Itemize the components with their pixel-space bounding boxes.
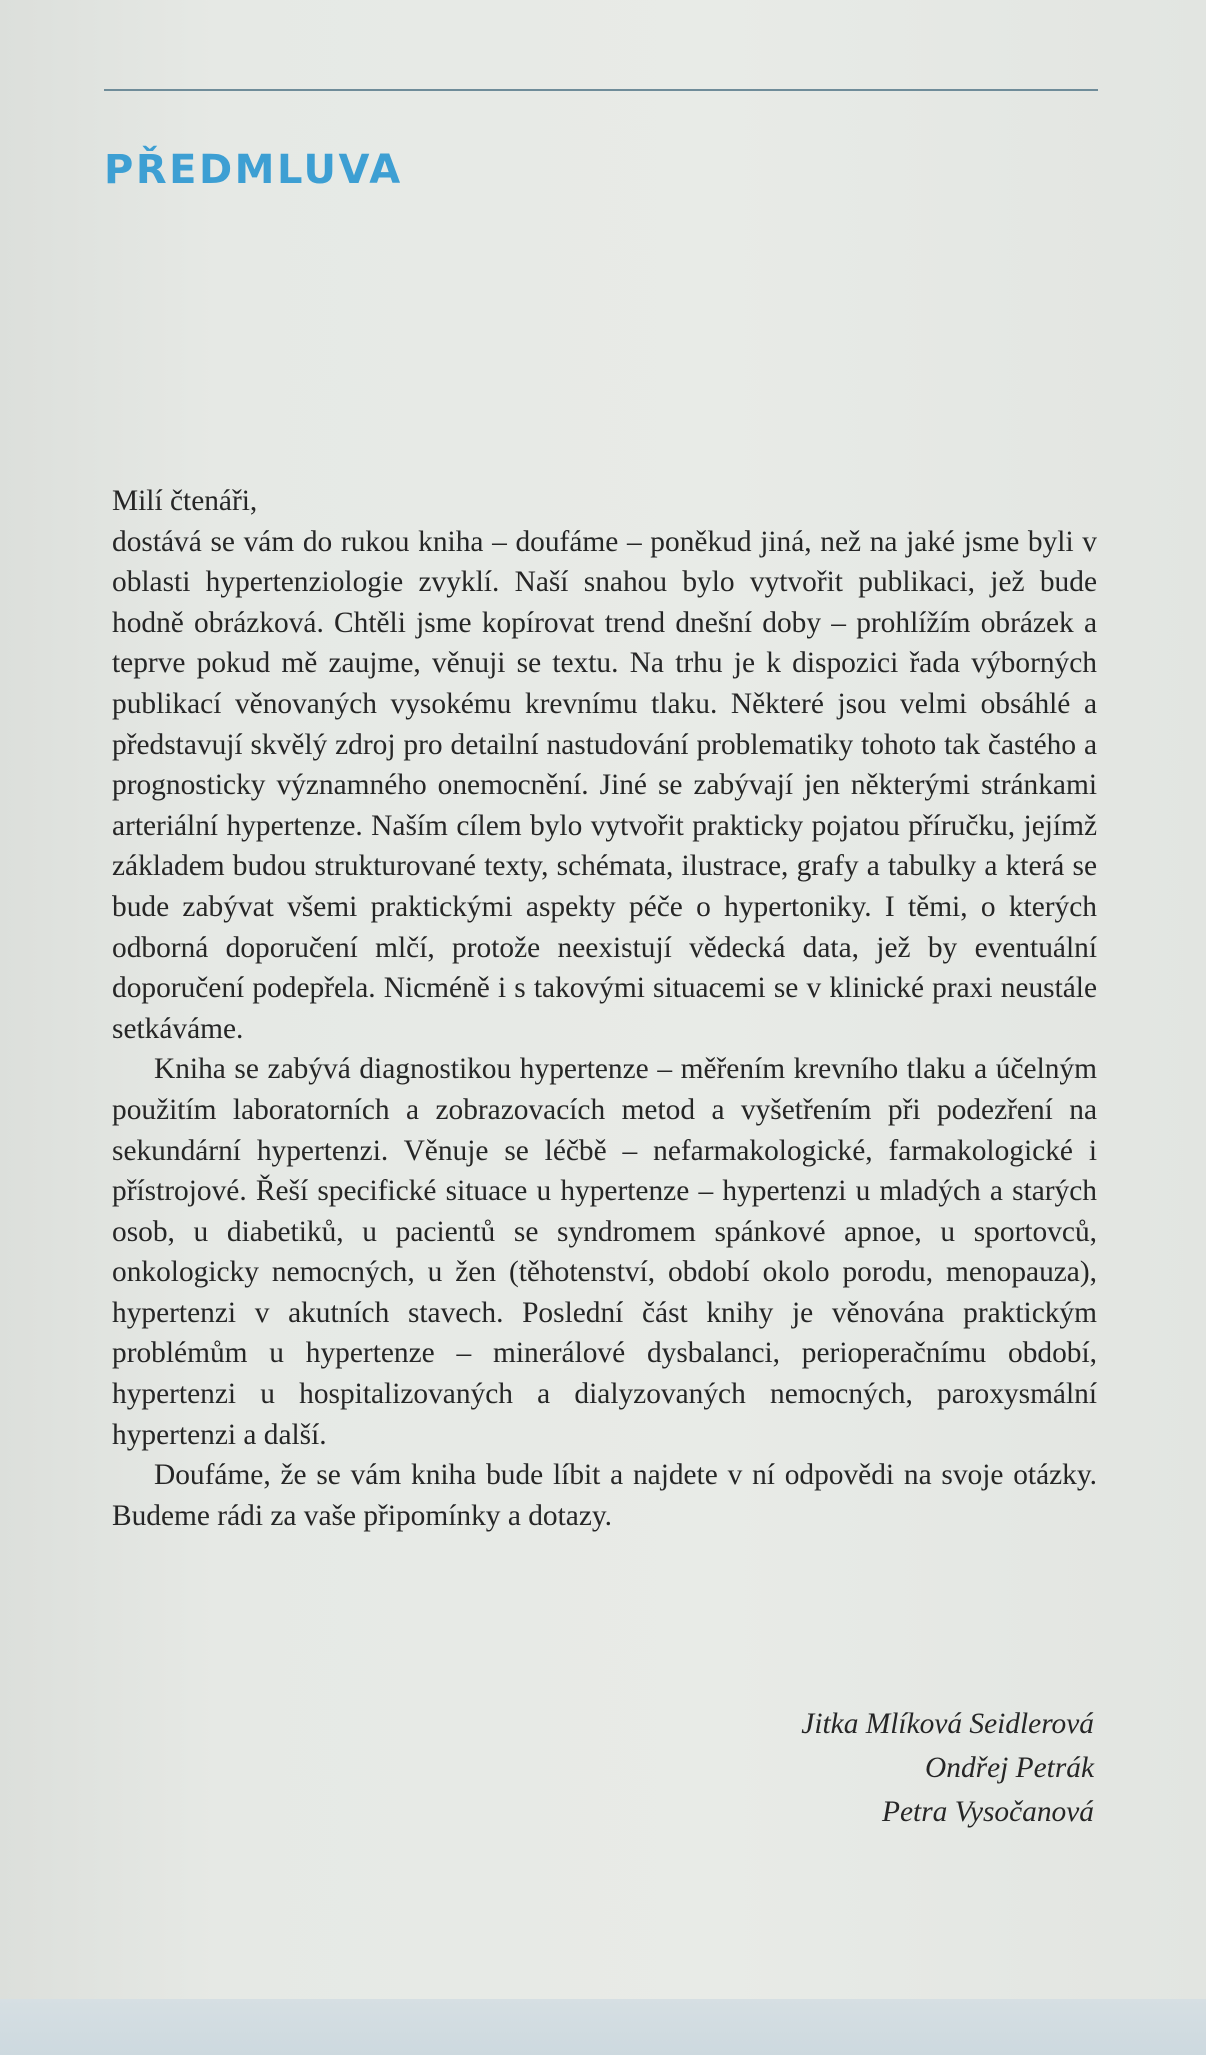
author-name: Petra Vysočanová [882, 1796, 1094, 1828]
paragraph-2: Kniha se zabývá diagnostikou hypertenze – měřením krevního tlaku a účelným použitím laboratorních a zobrazovacích metod a vyšetřením při podezření na sekundární hypertenzi. Věnuje se léčbě – nefarmakologické, farmakologické i přístrojové. Řeší specifické situace u hypertenze – hypertenzi u mladých a starých osob, u diabetiků, u pacientů se syndromem spánkové apnoe, u sportovců, onkologicky nemocných, u žen (těhotenství, období okolo porodu, menopauza), hypertenzi v akutních stavech. Poslední část knihy je věnována praktickým problémům u hypertenze – minerálové dysbalanci, perioperačnímu období, hypertenzi u hospitalizovaných a dialyzovaných nemocných, paroxysmální hypertenzi a další. [112, 1053, 1097, 1451]
page-bottom-band [0, 1999, 1206, 2055]
paragraph-1: dostává se vám do rukou kniha – doufáme – poněkud jiná, než na jaké jsme byli v oblasti hypertenziologie zvyklí. Naší snahou bylo vytvořit publikaci, jež bude hodně obrázková. Chtěli jsme kopírovat trend dnešní doby – prohlížím obrázek a teprve pokud mě zaujme, věnuji se textu. Na trhu je k dispozici řada výborných publikací věnovaných vysokému krevnímu tlaku. Některé jsou velmi obsáhlé a představují skvělý zdroj pro detailní nastudování problematiky tohoto tak častého a prognosticky významného onemocnění. Jiné se zabývají jen některými stránkami arteriální hypertenze. Naším cílem bylo vytvořit prakticky pojatou příručku, jejímž základem budou strukturované texty, schémata, ilustrace, grafy a tabulky a která se bude zabývat všemi praktickými aspekty péče o hypertoniky. I těmi, o kterých odborná doporučení mlčí, protože neexistují vědecká data, jež by eventuální doporučení podepřela. Nicméně i s takovými situacemi se v klinické praxi neustále setkáváme. [112, 525, 1097, 1045]
author-name: Jitka Mlíková Seidlerová [801, 1708, 1094, 1740]
paragraph-3: Doufáme, že se vám kniha bude líbit a najdete v ní odpovědi na svoje otázky. Budeme rádi za vaše připomínky a dotazy. [112, 1459, 1097, 1532]
preface-body [112, 481, 1097, 1536]
greeting: Milí čtenáři, [112, 485, 258, 517]
chapter-heading: PŘEDMLUVA [104, 147, 403, 193]
top-rule-divider [104, 89, 1098, 91]
author-name: Ondřej Petrák [925, 1752, 1094, 1784]
author-signatures [801, 1702, 1094, 1834]
